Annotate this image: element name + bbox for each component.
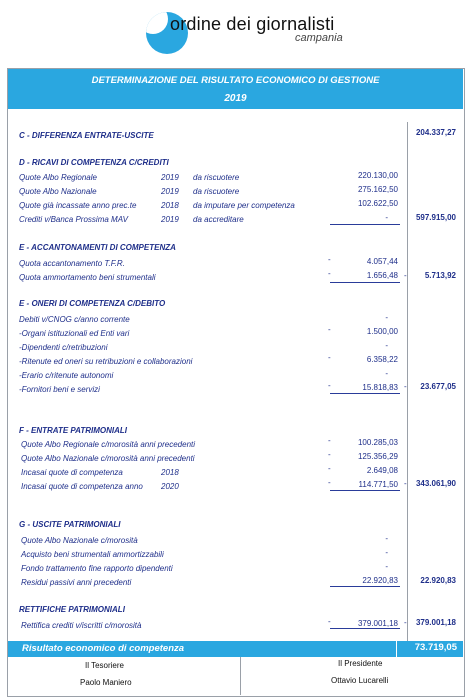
section-f-total: 343.061,90 xyxy=(415,479,456,488)
logo-subtitle: campania xyxy=(295,32,343,44)
row-value: 275.162,50 xyxy=(357,185,398,194)
row-label: Quota accantonamento T.F.R. xyxy=(19,259,125,268)
row-value: 114.771,50 xyxy=(358,480,398,489)
result-value: 73.719,05 xyxy=(414,642,457,653)
row-label: Incasai quote di competenza anno xyxy=(21,482,143,491)
row-label: Quote Albo Nazionale xyxy=(19,187,97,196)
row-value: - xyxy=(385,213,388,222)
result-label: Risultato economico di competenza xyxy=(22,643,185,654)
subtotal-underline xyxy=(330,282,400,283)
row-value: 1.500,00 xyxy=(366,327,398,336)
row-year: 2019 xyxy=(161,187,179,196)
row-value: - xyxy=(385,313,388,322)
row-value: 379.001,18 xyxy=(357,619,398,628)
row-dash: - xyxy=(328,478,331,487)
row-label: Incasai quote di competenza xyxy=(21,468,123,477)
row-value: - xyxy=(385,369,388,378)
row-value: 2.649,08 xyxy=(366,466,398,475)
row-label: Quote Albo Regionale xyxy=(19,173,97,182)
section-g-total: 22.920,83 xyxy=(420,576,456,585)
row-note: da accreditare xyxy=(193,215,244,224)
row-note: da riscuotere xyxy=(193,187,240,196)
row-label: Quote Albo Regionale c/morosità anni precedenti xyxy=(21,440,196,449)
treasurer-role: Il Tesoriere xyxy=(85,661,124,670)
result-band xyxy=(8,641,463,657)
row-value: - xyxy=(385,341,388,350)
row-label: Debiti v/CNOG c/anno corrente xyxy=(19,315,130,324)
total-dash: - xyxy=(404,271,407,280)
subtotal-underline xyxy=(330,490,400,491)
section-c-total: 204.337,27 xyxy=(415,128,456,137)
section-e1-total: 5.713,92 xyxy=(424,271,456,280)
section-c-title: C - DIFFERENZA ENTRATE-USCITE xyxy=(19,131,154,140)
row-note: da riscuotere xyxy=(193,173,240,182)
row-label: Fondo trattamento fine rapporto dipendenti xyxy=(21,564,173,573)
section-d-title: D - RICAVI DI COMPETENZA C/CREDITI xyxy=(19,158,169,167)
row-value: - xyxy=(385,534,388,543)
subtotal-underline xyxy=(330,224,400,225)
row-value: 22.920,83 xyxy=(362,576,398,585)
section-d-total: 597.915,00 xyxy=(415,213,456,222)
row-label: Quote già incassate anno prec.te xyxy=(19,201,137,210)
row-value: - xyxy=(385,562,388,571)
row-value: 4.057,44 xyxy=(366,257,398,266)
row-dash: - xyxy=(328,464,331,473)
report-year: 2019 xyxy=(8,91,463,109)
row-label: Quota ammortamento beni strumentali xyxy=(19,273,156,282)
row-value: 100.285,03 xyxy=(357,438,398,447)
row-label: -Ritenute ed oneri su retribuzioni e collaborazioni xyxy=(19,357,193,366)
row-label: Quote Albo Nazionale c/morosità anni precedenti xyxy=(21,454,195,463)
row-dash: - xyxy=(328,617,331,626)
row-label: -Fornitori beni e servizi xyxy=(19,385,100,394)
row-label: -Erario c/ritenute autonomi xyxy=(19,371,114,380)
section-e1-title: E - ACCANTONAMENTI DI COMPETENZA xyxy=(19,243,176,252)
row-label: Quote Albo Nazionale c/morosità xyxy=(21,536,138,545)
row-label: Acquisto beni strumentali ammortizzabili xyxy=(21,550,164,559)
president-role: Il Presidente xyxy=(338,659,383,668)
row-dash: - xyxy=(328,255,331,264)
row-value: 1.656,48 xyxy=(366,271,398,280)
row-dash: - xyxy=(328,450,331,459)
row-year: 2019 xyxy=(161,215,179,224)
section-g-title: G - USCITE PATRIMONIALI xyxy=(19,520,121,529)
row-dash: - xyxy=(328,436,331,445)
section-e2-total: 23.677,05 xyxy=(420,382,456,391)
row-dash: - xyxy=(328,381,331,390)
column-separator xyxy=(407,122,408,642)
total-dash: - xyxy=(404,479,407,488)
subtotal-underline xyxy=(330,628,400,629)
row-dash: - xyxy=(328,353,331,362)
row-label: -Organi istituzionali ed Enti vari xyxy=(19,329,130,338)
row-value: 15.818,83 xyxy=(362,383,398,392)
row-label: Rettifica crediti v/iscritti c/morosità xyxy=(21,621,142,630)
row-year: 2018 xyxy=(161,201,179,210)
footer-separator xyxy=(240,657,241,695)
result-separator xyxy=(396,641,397,657)
total-dash: - xyxy=(404,382,407,391)
row-value: 220.130,00 xyxy=(357,171,398,180)
treasurer-name: Paolo Maniero xyxy=(80,678,132,687)
row-label: Crediti v/Banca Prossima MAV xyxy=(19,215,128,224)
subtotal-underline xyxy=(330,393,400,394)
row-label: -Dipendenti c/retribuzioni xyxy=(19,343,108,352)
row-year: 2018 xyxy=(161,468,179,477)
row-value: 102.622,50 xyxy=(357,199,398,208)
total-dash: - xyxy=(404,618,407,627)
president-name: Ottavio Lucarelli xyxy=(331,676,389,685)
logo-title: ordine dei giornalisti xyxy=(170,14,335,34)
section-r-title: RETTIFICHE PATRIMONIALI xyxy=(19,605,125,614)
row-dash: - xyxy=(328,269,331,278)
row-year: 2020 xyxy=(161,482,179,491)
report-title: DETERMINAZIONE DEL RISULTATO ECONOMICO DI GESTIONE xyxy=(8,69,463,91)
row-dash: - xyxy=(328,325,331,334)
section-r-total: 379.001,18 xyxy=(415,618,456,627)
subtotal-underline xyxy=(330,586,400,587)
row-label: Residui passivi anni precedenti xyxy=(21,578,132,587)
row-note: da imputare per competenza xyxy=(193,201,295,210)
section-f-title: F - ENTRATE PATRIMONIALI xyxy=(19,426,127,435)
section-e2-title: E - ONERI DI COMPETENZA C/DEBITO xyxy=(19,299,166,308)
row-value: 6.358,22 xyxy=(366,355,398,364)
row-year: 2019 xyxy=(161,173,179,182)
row-value: 125.356,29 xyxy=(357,452,398,461)
row-value: - xyxy=(385,548,388,557)
